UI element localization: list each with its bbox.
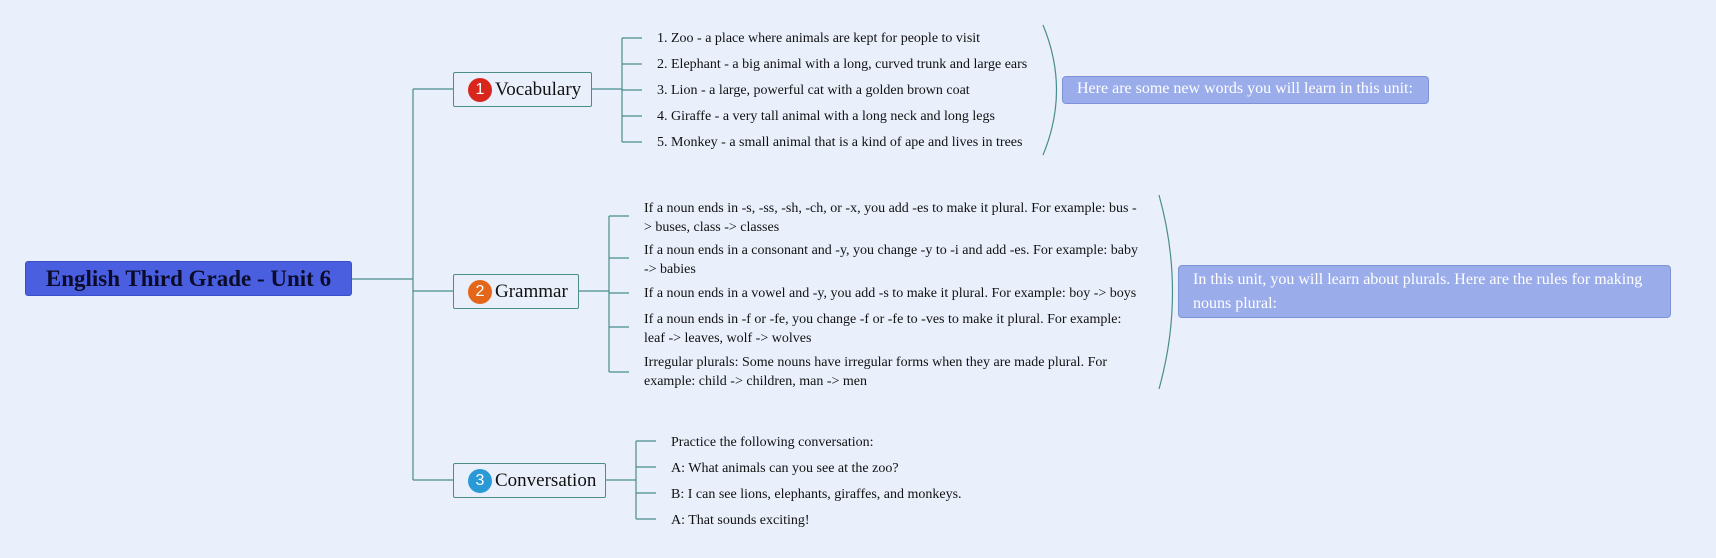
branch-label: Grammar (495, 280, 568, 302)
grammar-rule[interactable]: If a noun ends in a consonant and -y, you change -y to -i and add -es. For example: baby -> babies (644, 243, 1139, 277)
note-text: In this unit, you will learn about plurals. Here are the rules for making nouns plural: (1193, 271, 1643, 312)
branch-vocabulary[interactable] (453, 72, 592, 107)
conversation-line[interactable]: A: What animals can you see at the zoo? (671, 461, 899, 476)
note-text: Here are some new words you will learn in this unit: (1077, 80, 1413, 97)
branch-conversation[interactable] (453, 463, 606, 498)
vocabulary-item[interactable]: 2. Elephant - a big animal with a long, curved trunk and large ears (657, 57, 1028, 72)
number-1-badge-icon: 1 (468, 78, 492, 102)
grammar-rule[interactable]: If a noun ends in -s, -ss, -sh, -ch, or -x, you add -es to make it plural. For example: bus -> buses, class -> classes (644, 201, 1137, 235)
vocabulary-summary-note[interactable] (1062, 76, 1429, 104)
branch-label: Vocabulary (495, 78, 582, 100)
branch-grammar[interactable] (453, 274, 579, 309)
number-2-badge-icon: 2 (468, 280, 492, 304)
grammar-rule[interactable]: If a noun ends in a vowel and -y, you add -s to make it plural. For example: boy -> boys (644, 286, 1137, 301)
vocabulary-item[interactable]: 1. Zoo - a place where animals are kept for people to visit (657, 31, 981, 46)
vocabulary-item[interactable]: 5. Monkey - a small animal that is a kind of ape and lives in trees (657, 135, 1023, 150)
vocabulary-item[interactable]: 4. Giraffe - a very tall animal with a long neck and long legs (657, 109, 995, 124)
grammar-rule[interactable]: If a noun ends in -f or -fe, you change -f or -fe to -ves to make it plural. For example: leaf -> leaves, wolf -> wolves (644, 312, 1122, 346)
grammar-summary-note[interactable] (1178, 265, 1671, 318)
grammar-rule[interactable]: Irregular plurals: Some nouns have irregular forms when they are made plural. For example: child -> children, man -> men (644, 355, 1108, 389)
branch-label: Conversation (495, 469, 597, 491)
conversation-line[interactable]: B: I can see lions, elephants, giraffes, and monkeys. (671, 487, 962, 502)
root-topic[interactable] (25, 261, 352, 296)
vocabulary-item[interactable]: 3. Lion - a large, powerful cat with a golden brown coat (657, 83, 970, 98)
root-title: English Third Grade - Unit 6 (45, 265, 332, 291)
conversation-line[interactable]: A: That sounds exciting! (671, 513, 810, 528)
conversation-line[interactable]: Practice the following conversation: (671, 435, 874, 450)
number-3-badge-icon: 3 (468, 469, 492, 493)
